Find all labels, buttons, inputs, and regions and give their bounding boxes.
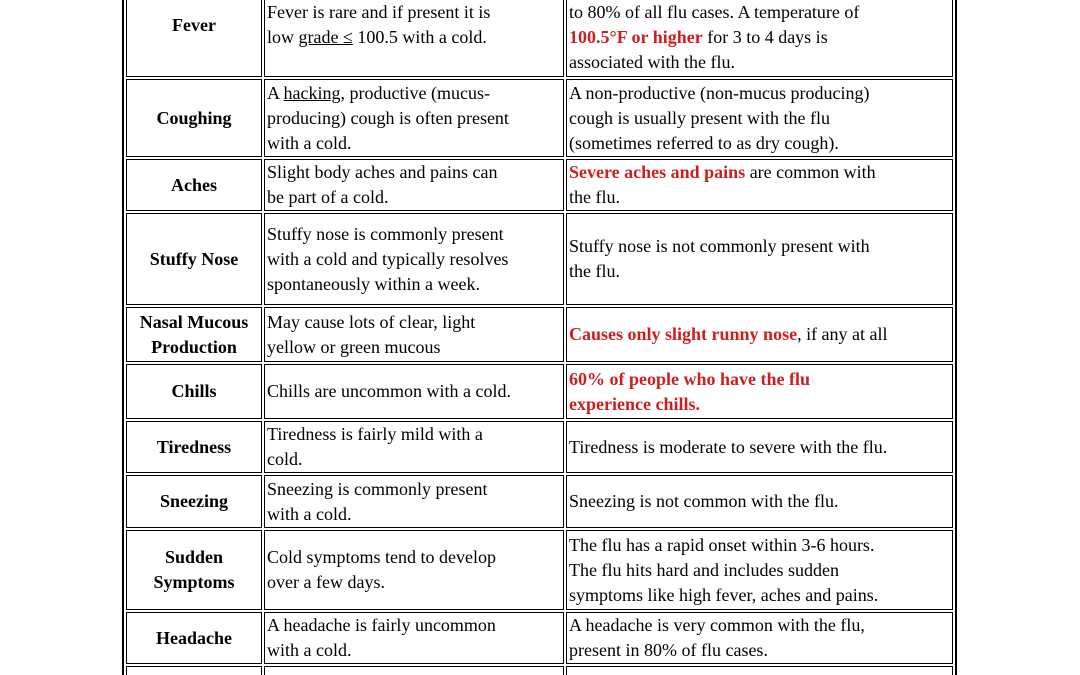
- text-run: Tiredness: [156, 436, 232, 457]
- text-run: grade ≤: [298, 27, 353, 47]
- text-run: 100.5 with a cold.: [352, 27, 487, 47]
- symptom-cell: [126, 612, 262, 664]
- symptom-cell: [126, 666, 262, 675]
- text-run: with a cold.: [267, 640, 352, 660]
- table-row: [126, 612, 953, 664]
- flu-cell: [566, 79, 953, 157]
- cold-vs-flu-table: [122, 0, 957, 675]
- text-run: Tiredness is moderate to severe with the flu.: [569, 436, 888, 457]
- text-run: be part of a cold.: [267, 187, 389, 207]
- text-run: yellow or green mucous: [267, 336, 441, 357]
- symptom-cell: [126, 79, 262, 157]
- text-run: Symptoms: [153, 572, 235, 592]
- symptom-cell: [126, 530, 262, 610]
- text-run: Stuffy nose is not commonly present with: [569, 236, 870, 256]
- text-run: with a cold and typically resolves: [267, 248, 509, 269]
- cold-cell: [264, 530, 564, 610]
- text-run: 100.5°F or higher: [569, 27, 703, 47]
- table-row: [126, 213, 953, 305]
- symptom-cell: [126, 364, 262, 419]
- table-row: [126, 307, 953, 362]
- text-run: Nasal Mucous: [139, 311, 249, 332]
- cold-cell: [264, 307, 564, 362]
- text-run: Chills: [171, 381, 217, 401]
- text-run: associated with the flu.: [569, 52, 735, 72]
- cold-cell: [264, 79, 564, 157]
- symptom-cell: [126, 307, 262, 362]
- text-run: Fever is rare and if present it is: [267, 2, 491, 22]
- symptom-cell: [126, 421, 262, 473]
- symptom-table-body: [126, 0, 953, 675]
- text-run: Production: [151, 336, 237, 357]
- flu-cell: [566, 421, 953, 473]
- cold-cell: [264, 666, 564, 675]
- cold-cell: [264, 612, 564, 664]
- text-run: Sneezing: [159, 491, 228, 511]
- text-run: Tiredness is fairly mild with a: [267, 424, 483, 444]
- text-run: Sneezing is not common with the flu.: [569, 491, 839, 511]
- text-run: the flu.: [569, 261, 620, 281]
- text-run: experience chills.: [569, 393, 700, 414]
- symptom-cell: [126, 0, 262, 77]
- cold-cell: [264, 475, 564, 528]
- cold-cell: [264, 364, 564, 419]
- text-run: Stuffy nose is commonly present: [267, 223, 504, 244]
- table-row: [126, 475, 953, 528]
- text-run: (sometimes referred to as dry cough).: [569, 132, 839, 153]
- text-run: cough is usually present with the flu: [569, 107, 830, 128]
- table-row: [126, 530, 953, 610]
- text-run: hacking: [283, 82, 341, 103]
- text-run: with a cold.: [267, 132, 352, 153]
- text-run: the flu.: [569, 187, 620, 207]
- flu-cell: [566, 307, 953, 362]
- text-run: over a few days.: [267, 572, 385, 592]
- text-run: A non-productive (non-mucus producing): [569, 82, 870, 103]
- flu-cell: [566, 213, 953, 305]
- text-run: A: [267, 82, 284, 103]
- text-run: Cold symptoms tend to develop: [267, 547, 496, 567]
- flu-cell: [566, 159, 953, 211]
- text-run: Sudden: [164, 547, 224, 567]
- table-row: [126, 666, 953, 675]
- cold-cell: [264, 159, 564, 211]
- symptom-cell: [126, 159, 262, 211]
- text-run: cold.: [267, 449, 303, 469]
- cold-cell: [264, 421, 564, 473]
- text-run: Slight body aches and pains can: [267, 162, 498, 182]
- flu-cell: [566, 530, 953, 610]
- text-run: A headache is fairly uncommon: [267, 615, 496, 635]
- symptom-cell: [126, 213, 262, 305]
- table-row: [126, 159, 953, 211]
- text-run: Stuffy Nose: [149, 248, 239, 269]
- cold-cell: [264, 0, 564, 77]
- text-run: The flu hits hard and includes sudden: [569, 559, 839, 580]
- text-run: The flu has a rapid onset within 3-6 hours.: [569, 534, 875, 555]
- text-run: A headache is very common with the flu,: [569, 615, 865, 635]
- text-run: May cause lots of clear, light: [267, 311, 476, 332]
- table-row: [126, 364, 953, 419]
- text-run: are common with: [745, 162, 876, 182]
- text-run: Headache: [156, 627, 232, 648]
- flu-cell: [566, 364, 953, 419]
- text-run: , productive (mucus-: [340, 82, 490, 103]
- flu-cell: [566, 612, 953, 664]
- text-run: Aches: [171, 174, 217, 195]
- text-run: producing) cough is often present: [267, 107, 509, 128]
- flu-cell: [566, 666, 953, 675]
- text-run: symptoms like high fever, aches and pains.: [569, 584, 879, 605]
- symptom-cell: [126, 475, 262, 528]
- text-run: for 3 to 4 days is: [702, 27, 828, 47]
- text-run: Causes only slight runny nose: [569, 324, 798, 344]
- text-run: Coughing: [156, 107, 232, 128]
- text-run: spontaneously within a week.: [267, 273, 480, 294]
- cold-cell: [264, 213, 564, 305]
- text-run: , if any at all: [797, 324, 888, 344]
- text-run: present in 80% of flu cases.: [569, 640, 768, 660]
- text-run: low: [267, 27, 299, 47]
- text-run: with a cold.: [267, 503, 352, 524]
- text-run: Fever: [172, 14, 216, 35]
- text-run: to 80% of all flu cases. A temperature of: [569, 2, 860, 22]
- text-run: Chills are uncommon with a cold.: [267, 381, 511, 401]
- table-row: [126, 79, 953, 157]
- text-run: Sneezing is commonly present: [267, 478, 488, 499]
- flu-cell: [566, 0, 953, 77]
- text-run: Severe aches and pains: [569, 162, 746, 182]
- table-row: [126, 0, 953, 77]
- text-run: 60% of people who have the flu: [569, 368, 811, 389]
- table-row: [126, 421, 953, 473]
- flu-cell: [566, 475, 953, 528]
